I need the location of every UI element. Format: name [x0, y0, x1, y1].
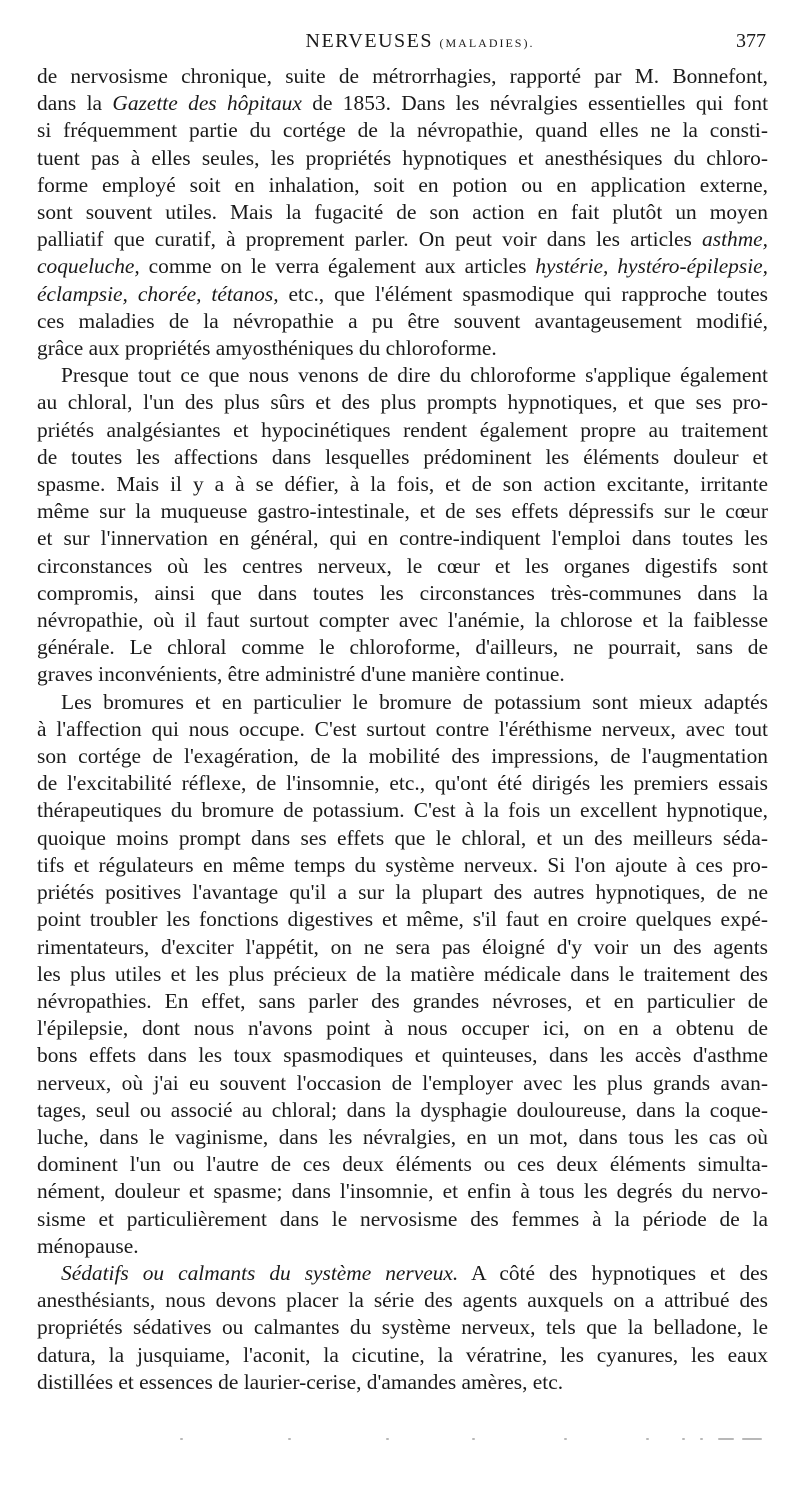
text-line: luche, dans le vaginisme, dans les névralgies, en un mot, dans tous les cas où — [37, 1124, 768, 1149]
text-line: névropathies. En effet, sans parler des grandes névroses, et en particulier de — [37, 988, 768, 1013]
text-line: anesthésiants, nous devons placer la série des agents auxquels on a attribué des — [37, 1288, 768, 1313]
text-line: forme employé soit en inhalation, soit en potion ou en application externe, — [37, 172, 768, 197]
text-line: nerveux, où j'ai eu souvent l'occasion de l'employer avec les plus grands avan- — [37, 1070, 768, 1095]
text-line: graves inconvénients, être administré d'une manière continue. — [37, 662, 565, 687]
text-line: tuent pas à elles seules, les propriétés hypnotiques et anesthésiques du chloro- — [37, 145, 768, 170]
text-line: thérapeutiques du bromure de potassium. C'est à la fois un excellent hypnotique, — [37, 798, 768, 823]
page-number: 377 — [736, 30, 766, 52]
text-line: bons effets dans les toux spasmodiques et quinteuses, dans les accès d'asthme — [37, 1043, 768, 1068]
italic-term: Sédatifs ou calmants du système nerveux. — [61, 1260, 459, 1285]
running-title-sub: (MALADIES). — [439, 36, 535, 50]
text-line: de toutes les affections dans lesquelles prédominent les éléments douleur et — [37, 444, 768, 469]
text-line: distillées et essences de laurier-cerise, d'amandes amères, etc. — [37, 1369, 564, 1394]
text-line: rimentateurs, d'exciter l'appétit, on ne sera pas éloigné d'y voir un des agents — [37, 934, 768, 959]
italic-term: hystérie, — [535, 254, 609, 279]
text-line: son cortége de l'exagération, de la mobilité des impressions, de l'augmentation — [37, 744, 768, 769]
text-line: quoique moins prompt dans ses effets que le chloral, et un des meilleurs séda- — [37, 825, 768, 850]
italic-term: éclampsie, — [37, 281, 128, 306]
italic-term: hystéro-épilepsie, — [617, 254, 768, 279]
italic-term: asthme, — [702, 227, 768, 252]
text-line: de l'excitabilité réflexe, de l'insomnie, etc., qu'ont été dirigés les premiers essais — [37, 771, 768, 796]
text-line: ménopause. — [37, 1233, 139, 1258]
body-text — [37, 63, 768, 1396]
running-title — [0, 30, 800, 53]
text-line: propriétés sédatives ou calmantes du système nerveux, tels que la belladone, le — [37, 1315, 768, 1340]
italic-term: chorée, — [137, 281, 202, 306]
text-line: même sur la muqueuse gastro-intestinale, et de ses effets dépressifs sur le cœur — [37, 499, 768, 524]
running-head — [0, 30, 800, 54]
text-line: sisme et particulièrement dans le nervosisme des femmes à la période de la — [37, 1206, 768, 1231]
text-line: compromis, ainsi que dans toutes les circonstances très-communes dans la — [37, 580, 768, 605]
text-line: dominent l'un ou l'autre de ces deux éléments ou ces deux éléments simulta- — [37, 1152, 768, 1177]
text-line: point troubler les fonctions digestives et même, s'il faut en croire quelques expé- — [37, 907, 768, 932]
text-line: priétés positives l'avantage qu'il a sur la plupart des autres hypnotiques, de ne — [37, 880, 768, 905]
text-line: nément, douleur et spasme; dans l'insomnie, et enfin à tous les degrés du nervo- — [37, 1179, 768, 1204]
text-line: ces maladies de la névropathie a pu être souvent avantageusement modifié, — [37, 308, 768, 333]
text-line: Presque tout ce que nous venons de dire du chloroforme s'applique également — [61, 363, 768, 388]
text-line: générale. Le chloral comme le chloroforme, d'ailleurs, ne pourrait, sans de — [37, 635, 768, 660]
running-title-main: NERVEUSES — [305, 30, 433, 52]
text-line: grâce aux propriétés amyosthéniques du chloroforme. — [37, 336, 497, 361]
text-line: Les bromures et en particulier le bromure de potassium sont mieux adaptés — [61, 689, 768, 714]
text-line: si fréquemment partie du cortége de la névropathie, quand elles ne la consti- — [37, 118, 768, 143]
text-line: au chloral, l'un des plus sûrs et des plus prompts hypnotiques, et que ses pro- — [37, 390, 768, 415]
text-line: palliatif que curatif, à proprement parler. On peut voir dans les articles asthme, — [37, 227, 768, 252]
text-line: de nervosisme chronique, suite de métrorrhagies, rapporté par M. Bonnefont, — [37, 64, 768, 88]
text-line: à l'affection qui nous occupe. C'est surtout contre l'éréthisme nerveux, avec tout — [37, 716, 768, 741]
text-line: Sédatifs ou calmants du système nerveux. A côté des hypnotiques et des — [61, 1260, 768, 1285]
text-line: dans la Gazette des hôpitaux de 1853. Dans les névralgies essentielles qui font — [37, 91, 769, 116]
italic-term: Gazette des hôpitaux — [112, 91, 302, 116]
text-line: éclampsie, chorée, tétanos, etc., que l'élément spasmodique qui rapproche toutes — [37, 281, 768, 306]
text-line: l'épilepsie, dont nous n'avons point à nous occuper ici, on en a obtenu de — [37, 1016, 768, 1041]
text-line: sont souvent utiles. Mais la fugacité de son action en fait plutôt un moyen — [37, 200, 768, 225]
text-line: coqueluche, comme on le verra également aux articles hystérie, hystéro-épilepsie, — [37, 254, 768, 279]
text-line: névropathie, où il faut surtout compter avec l'anémie, la chlorose et la faiblesse — [37, 608, 768, 633]
text-line: spasme. Mais il y a à se défier, à la fois, et de son action excitante, irritante — [37, 472, 768, 497]
italic-term: coqueluche, — [37, 254, 140, 279]
text-line: tages, seul ou associé au chloral; dans la dysphagie douloureuse, dans la coque- — [37, 1097, 768, 1122]
text-line: tifs et régulateurs en même temps du système nerveux. Si l'on ajoute à ces pro- — [37, 852, 768, 877]
scan-artifact-dots — [180, 1438, 770, 1444]
italic-term: tétanos, — [211, 281, 279, 306]
text-line: priétés analgésiantes et hypocinétiques rendent également propre au traitement — [37, 417, 768, 442]
text-line: datura, la jusquiame, l'aconit, la cicutine, la vératrine, les cyanures, les eaux — [37, 1342, 768, 1367]
text-line: et sur l'innervation en général, qui en contre-indiquent l'emploi dans toutes les — [37, 526, 768, 551]
text-line: les plus utiles et les plus précieux de la matière médicale dans le traitement des — [37, 961, 768, 986]
text-line: circonstances où les centres nerveux, le cœur et les organes digestifs sont — [37, 553, 768, 578]
